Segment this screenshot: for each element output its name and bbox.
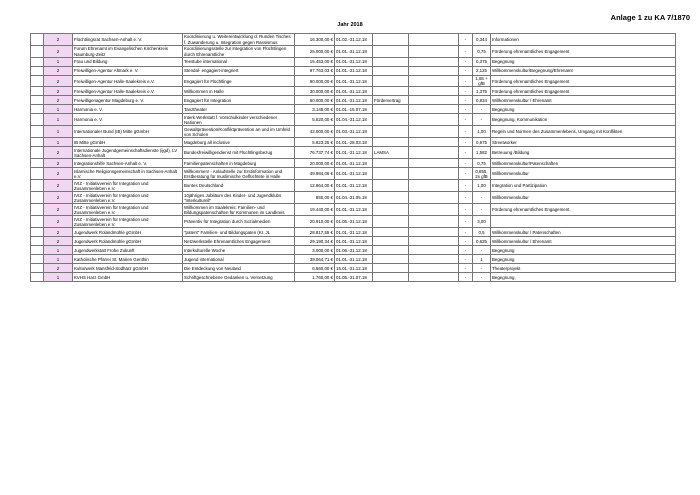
cell-org: Flüchtlingsrat Sachsen-Anhalt e. V.	[73, 34, 183, 46]
cell-amount: 3.000,00 €	[295, 246, 335, 255]
cell-cat: 2	[44, 237, 73, 246]
cell-type	[373, 46, 409, 58]
table-row	[31, 246, 676, 255]
cell-note: Förderung ehrenamtliches Engagement	[491, 46, 676, 58]
cell-blank	[409, 180, 459, 192]
cell-type	[373, 228, 409, 237]
cell-val: 0,5	[473, 228, 491, 237]
cell-blank	[31, 147, 44, 159]
cell-blank	[31, 273, 44, 282]
cell-type	[373, 273, 409, 282]
table-row	[31, 264, 676, 273]
table-row	[31, 138, 676, 147]
cell-cat: 1	[44, 126, 73, 138]
cell-val: 0,975	[473, 138, 491, 147]
cell-period: 01.04.-31.05.18	[335, 192, 373, 204]
cell-blank	[409, 246, 459, 255]
cell-blank	[409, 126, 459, 138]
cell-org: IVIZ - Initiativverein für Integration und Zusammenleben e.V.	[73, 192, 183, 204]
cell-amount: 49.984,06 €	[295, 168, 335, 180]
cell-val: 0,344	[473, 34, 491, 46]
cell-amount: 16.300,00 €	[295, 34, 335, 46]
cell-val: 1,582	[473, 147, 491, 159]
cell-blank	[31, 114, 44, 126]
table-row	[31, 46, 676, 58]
cell-cat: 1	[44, 138, 73, 147]
cell-blank	[409, 67, 459, 76]
cell-proj: Familienpatenschaften in Magdeburg	[183, 159, 295, 168]
cell-amount: 25.000,00 €	[295, 46, 335, 58]
table-row	[31, 216, 676, 228]
cell-org: Freiwilligenagentur Magdeburg e. V.	[73, 96, 183, 105]
cell-amount: 28.817,55 €	[295, 228, 335, 237]
cell-note: Begegnung	[491, 255, 676, 264]
cell-period: 01.01.-31.12.18	[335, 168, 373, 180]
cell-dash: -	[459, 168, 473, 180]
cell-cat: 2	[44, 67, 73, 76]
cell-org: Harmonia e. V.	[73, 105, 183, 114]
cell-blank	[409, 76, 459, 87]
cell-period: 01.01.-31.12.18	[335, 255, 373, 264]
cell-type	[373, 180, 409, 192]
cell-amount: 15.453,00 €	[295, 58, 335, 67]
cell-note: Förderung ehrenamtliches Engagement	[491, 87, 676, 96]
cell-blank	[31, 204, 44, 216]
cell-dash: -	[459, 216, 473, 228]
cell-blank	[31, 246, 44, 255]
cell-note: Begegnung	[491, 105, 676, 114]
cell-org: Internationale Jugendgemeinschaftsdienste (ijgd), LV Sachsen-Anhalt	[73, 147, 183, 159]
cell-val: 0,75	[473, 46, 491, 58]
cell-dash: -	[459, 46, 473, 58]
cell-period: 01.01.-31.12.18	[335, 228, 373, 237]
cell-type	[373, 105, 409, 114]
table-row	[31, 273, 676, 282]
cell-note: Informationen	[491, 34, 676, 46]
cell-dash: -	[459, 228, 473, 237]
cell-org: Integrationshilfe Sachsen-Anhalt e. V.	[73, 159, 183, 168]
cell-proj: Interk.Werkstatt f. Vorschulkinder verschiedener Nationen	[183, 114, 295, 126]
cell-proj: Präventiv für Integration durch Sozialmedien	[183, 216, 295, 228]
cell-type	[373, 159, 409, 168]
cell-blank	[409, 216, 459, 228]
table-row	[31, 34, 676, 46]
cell-dash: -	[459, 34, 473, 46]
cell-period: 01.02.-31.12.18	[335, 34, 373, 46]
table-row	[31, 96, 676, 105]
cell-type	[373, 192, 409, 204]
cell-note: Willkommenskultur/Begegnung/Ehrenamt	[491, 67, 676, 76]
table-row	[31, 126, 676, 138]
cell-dash: -	[459, 204, 473, 216]
cell-blank	[409, 192, 459, 204]
cell-type	[373, 168, 409, 180]
cell-proj: Schriftgeschriebene Gedanken u. Vernetzung	[183, 273, 295, 282]
cell-period: 01.05.-31.12.18	[335, 216, 373, 228]
cell-val: 0,625	[473, 237, 491, 246]
table-row	[31, 204, 676, 216]
cell-dash: -	[459, 237, 473, 246]
cell-proj: Jugend international	[183, 255, 295, 264]
cell-blank	[409, 34, 459, 46]
cell-blank	[31, 255, 44, 264]
cell-org: Katholische Pfarrei St. Marien Genthin	[73, 255, 183, 264]
cell-cat: 2	[44, 34, 73, 46]
cell-org: IVIZ - Initiativverein für Integration und Zusammenleben e.V.	[73, 216, 183, 228]
cell-org: Jugendwerkstatt Frohe Zukunft	[73, 246, 183, 255]
cell-blank	[409, 96, 459, 105]
cell-amount: 12.864,00 €	[295, 180, 335, 192]
cell-dash: -	[459, 96, 473, 105]
cell-dash: -	[459, 105, 473, 114]
cell-blank	[31, 34, 44, 46]
cell-org: IVIZ - Initiativverein für Integration und Zusammenleben e.V.	[73, 180, 183, 192]
cell-period: 01.01.-31.12.18	[335, 67, 373, 76]
cell-blank	[409, 228, 459, 237]
cell-period: 01.01.-15.07.18	[335, 105, 373, 114]
cell-dash: -	[459, 246, 473, 255]
cell-val: 2,125	[473, 67, 491, 76]
cell-type	[373, 58, 409, 67]
cell-org: IB Mitte gGmbH	[73, 138, 183, 147]
cell-cat: 2	[44, 228, 73, 237]
cell-blank	[409, 168, 459, 180]
cell-type	[373, 34, 409, 46]
cell-note	[491, 216, 676, 228]
cell-blank	[409, 138, 459, 147]
cell-proj: Teestube international	[183, 58, 295, 67]
cell-val: -	[473, 264, 491, 273]
cell-dash: -	[459, 58, 473, 67]
cell-blank	[31, 180, 44, 192]
cell-type	[373, 264, 409, 273]
cell-dash: -	[459, 180, 473, 192]
cell-val: 1	[473, 255, 491, 264]
cell-note: Willkommenskultur/Patenschaften	[491, 159, 676, 168]
cell-period: 01.04.-31.12.18	[335, 114, 373, 126]
cell-blank	[31, 96, 44, 105]
cell-dash: -	[459, 147, 473, 159]
cell-org: Forum Ehrenamt im Evangelischen Kirchenkreis Naumburg-Zeitz	[73, 46, 183, 58]
cell-proj: Tanztheater	[183, 105, 295, 114]
cell-proj: "patent" Familien- und Bildungspaten (Kr. JL	[183, 228, 295, 237]
cell-val: 1,00	[473, 180, 491, 192]
cell-cat: 2	[44, 159, 73, 168]
cell-blank	[409, 204, 459, 216]
cell-blank	[409, 58, 459, 67]
cell-blank	[31, 87, 44, 96]
cell-period: 01.01.-31.12.18	[335, 204, 373, 216]
cell-blank	[409, 159, 459, 168]
cell-blank	[409, 147, 459, 159]
cell-org: Harmonia e. V.	[73, 114, 183, 126]
attachment-label: Anlage 1 zu KA 7/1870	[610, 13, 690, 22]
cell-blank	[31, 67, 44, 76]
cell-org: Freiwilligen-Agentur Altmark e. V.	[73, 67, 183, 76]
cell-type	[373, 67, 409, 76]
cell-org: Freiwilligen-Agentur Halle-Saalekreis e.V.	[73, 76, 183, 87]
cell-amount: 3.145,00 €	[295, 105, 335, 114]
cell-blank	[31, 216, 44, 228]
cell-cat: 2	[44, 76, 73, 87]
cell-proj: 10jähriges Jubiläum des Kinder- und Jugendklubs "Interkulturell"	[183, 192, 295, 204]
cell-type	[373, 216, 409, 228]
cell-blank	[31, 228, 44, 237]
cell-blank	[31, 105, 44, 114]
cell-cat: 2	[44, 147, 73, 159]
cell-org: Frau und Bildung	[73, 58, 183, 67]
cell-dash: -	[459, 192, 473, 204]
cell-val: 0,834	[473, 96, 491, 105]
cell-org: KVHS Harz GmbH	[73, 273, 183, 282]
cell-blank	[31, 168, 44, 180]
cell-val: -	[473, 204, 491, 216]
cell-cat: 1	[44, 273, 73, 282]
cell-blank	[31, 264, 44, 273]
cell-org: Jugendwerk Rolandmühle gGmbH	[73, 228, 183, 237]
cell-cat: 2	[44, 192, 73, 204]
cell-cat: 2	[44, 180, 73, 192]
cell-amount: 5.823,25 €	[295, 138, 335, 147]
cell-proj: Interkulturelle Woche	[183, 246, 295, 255]
cell-period: 01.01.-28.03.18	[335, 138, 373, 147]
cell-period: 01.01.-31.12.18	[335, 147, 373, 159]
cell-val: -	[473, 273, 491, 282]
cell-proj: Engagiert für Flüchtlinge	[183, 76, 295, 87]
cell-amount: 6.560,00 €	[295, 264, 335, 273]
cell-note: Begegnung	[491, 246, 676, 255]
cell-proj: Stendal- engagiert-integriert	[183, 67, 295, 76]
cell-period: 01.01.-31.12.18	[335, 180, 373, 192]
cell-blank	[31, 126, 44, 138]
cell-note: Willkommenskultur	[491, 168, 676, 180]
cell-cat: 1	[44, 246, 73, 255]
cell-cat: 1	[44, 114, 73, 126]
table-row	[31, 159, 676, 168]
cell-proj: Engagiert für Integration	[183, 96, 295, 105]
cell-note: Willkommenskultur / Ehrenamt	[491, 237, 676, 246]
cell-blank	[409, 255, 459, 264]
cell-val: 1,375	[473, 87, 491, 96]
cell-dash: -	[459, 159, 473, 168]
table-row	[31, 168, 676, 180]
cell-amount: 850,00 €	[295, 192, 335, 204]
cell-type	[373, 246, 409, 255]
cell-proj: Netzwerkstelle Ehrenamtliches Engagement	[183, 237, 295, 246]
cell-period: 01.01.-31.12.18	[335, 46, 373, 58]
cell-note: Theaterprojekt	[491, 264, 676, 273]
funding-table	[30, 33, 676, 282]
cell-blank	[31, 76, 44, 87]
table-row	[31, 180, 676, 192]
cell-dash: -	[459, 87, 473, 96]
cell-type	[373, 126, 409, 138]
cell-cat: 2	[44, 168, 73, 180]
cell-org: Islamische Religionsgemeinschaft in Sachsen-Anhalt e.V.	[73, 168, 183, 180]
cell-note: Förderung ehrenamtliches Engagement	[491, 76, 676, 87]
cell-amount: 76.737,74 €	[295, 147, 335, 159]
cell-period: 01.01.-31.12.18	[335, 159, 373, 168]
table-row	[31, 237, 676, 246]
cell-type	[373, 237, 409, 246]
table-row	[31, 87, 676, 96]
cell-blank	[409, 87, 459, 96]
cell-dash: -	[459, 76, 473, 87]
cell-dash: -	[459, 138, 473, 147]
cell-val: 0,855, 2x gfB	[473, 168, 491, 180]
cell-blank	[409, 105, 459, 114]
cell-blank	[409, 46, 459, 58]
table-row	[31, 58, 676, 67]
cell-note: Begegnung, Kommunikation	[491, 114, 676, 126]
cell-proj: Koordinierung u. Weiterentwicklung d. Runden Tisches f. Zuwanderung u. Integration gegen Rassismus	[183, 34, 295, 46]
cell-note: Willkommenskultur / Patenschaften	[491, 228, 676, 237]
cell-note: Förderung ehrenamtliches Engagement,	[491, 204, 676, 216]
cell-period: 01.03.-31.12.18	[335, 126, 373, 138]
cell-proj: Buntes Deutschland	[183, 180, 295, 192]
cell-period: 01.01.-31.12.18	[335, 58, 373, 67]
cell-amount: 42.000,00 €	[295, 126, 335, 138]
cell-period: 01.05.-31.07.18	[335, 273, 373, 282]
cell-amount: 20.000,00 €	[295, 159, 335, 168]
cell-blank	[31, 58, 44, 67]
cell-blank	[31, 46, 44, 58]
cell-amount: 20.910,00 €	[295, 216, 335, 228]
cell-amount: 19.440,00 €	[295, 204, 335, 216]
cell-type	[373, 204, 409, 216]
cell-org: Jugendwerk Rolandmühle gGmbH	[73, 237, 183, 246]
cell-proj: Gewaltprävention/Konfliktprävention an und im Umfeld von Schulen	[183, 126, 295, 138]
cell-type	[373, 76, 409, 87]
cell-blank	[409, 273, 459, 282]
cell-val: 1,00	[473, 126, 491, 138]
cell-val: 0,75	[473, 159, 491, 168]
cell-amount: 97.763,03 €	[295, 67, 335, 76]
cell-cat: 2	[44, 46, 73, 58]
cell-val: -	[473, 114, 491, 126]
cell-blank	[31, 138, 44, 147]
cell-cat: 2	[44, 264, 73, 273]
cell-note: Begegnung	[491, 58, 676, 67]
cell-dash: -	[459, 273, 473, 282]
cell-proj: Willkommen! - Anlaufstelle zur Erstinformation und Erstberatung für muslimische Geflüchtete in Halle	[183, 168, 295, 180]
cell-val: -	[473, 246, 491, 255]
cell-type	[373, 138, 409, 147]
cell-org: IVIZ - Initiativverein für Integration und Zusammenleben e.V.	[73, 204, 183, 216]
cell-proj: Die Entdeckung von Neuland	[183, 264, 295, 273]
cell-blank	[31, 192, 44, 204]
cell-type	[373, 255, 409, 264]
cell-org: Freiwilligen-Agentur Halle-Saalekreis e.V.	[73, 87, 183, 96]
cell-blank	[409, 114, 459, 126]
table-row	[31, 114, 676, 126]
cell-note: Integration und Partizipation	[491, 180, 676, 192]
cell-cat: 2	[44, 216, 73, 228]
cell-amount: 90.000,00 €	[295, 76, 335, 87]
cell-org: Internationaler Bund (IB) Mitte gGmbH	[73, 126, 183, 138]
cell-blank	[409, 237, 459, 246]
cell-blank	[31, 159, 44, 168]
cell-val: 0,375	[473, 58, 491, 67]
cell-dash: -	[459, 255, 473, 264]
cell-dash: -	[459, 67, 473, 76]
cell-org: Kulturwerk Mansfeld-Südharz gGmbH	[73, 264, 183, 273]
cell-blank	[31, 237, 44, 246]
table-row	[31, 105, 676, 114]
cell-dash: -	[459, 126, 473, 138]
cell-proj: Bundesfreiwilligendienst mit Flüchtlingsbezug	[183, 147, 295, 159]
cell-cat: 1	[44, 255, 73, 264]
cell-proj: Willkommen im Saalekreis: Familien- und Bildungspatenschaften für Kommunen im Landkreis	[183, 204, 295, 216]
cell-amount: 1.760,00 €	[295, 273, 335, 282]
cell-val: -	[473, 192, 491, 204]
cell-amount: 30.000,00 €	[295, 87, 335, 96]
table-row	[31, 228, 676, 237]
cell-type	[373, 114, 409, 126]
cell-period: 01.01.-31.12.18	[335, 237, 373, 246]
cell-type: Fördervertrag	[373, 96, 409, 105]
cell-note: Begegnung,	[491, 273, 676, 282]
cell-amount: 29.190,34 €	[295, 237, 335, 246]
year-heading: Jahr 2018	[337, 22, 363, 28]
cell-cat: 1	[44, 105, 73, 114]
cell-dash: -	[459, 114, 473, 126]
cell-type: LAMSA	[373, 147, 409, 159]
cell-cat: 2	[44, 87, 73, 96]
cell-cat: 2	[44, 204, 73, 216]
cell-val: -	[473, 105, 491, 114]
table-row	[31, 147, 676, 159]
cell-amount: 60.000,00 €	[295, 96, 335, 105]
table-row	[31, 192, 676, 204]
cell-type	[373, 87, 409, 96]
cell-proj: Willkommen in Halle	[183, 87, 295, 96]
cell-val: 1,65 + gfB	[473, 76, 491, 87]
cell-period: 01.01.-31.12.18	[335, 76, 373, 87]
cell-cat: 2	[44, 96, 73, 105]
cell-period: 01.01.-31.12.18	[335, 96, 373, 105]
cell-note: Willkommenskultur	[491, 192, 676, 204]
cell-amount: 5.620,00 €	[295, 114, 335, 126]
cell-note: Betreuung /Bildung	[491, 147, 676, 159]
cell-proj: Magdeburg all inclusive	[183, 138, 295, 147]
table-row	[31, 67, 676, 76]
table-body	[31, 34, 676, 282]
table-row	[31, 255, 676, 264]
cell-period: 15.01.-31.12.18	[335, 264, 373, 273]
cell-val: 3,00	[473, 216, 491, 228]
cell-proj: Koordinierungsstelle zur Integration von Flüchtlingen durch Ehrenamtliche	[183, 46, 295, 58]
cell-amount: 39.064,71 €	[295, 255, 335, 264]
table-row	[31, 76, 676, 87]
cell-period: 01.01.-31.12.18	[335, 87, 373, 96]
cell-note: Willkommenskultur / Ehrenamt	[491, 96, 676, 105]
cell-note: Streetworker	[491, 138, 676, 147]
cell-note: Regeln und Normen des Zusammenlebens, Umgang mit Konflikten	[491, 126, 676, 138]
cell-cat: 1	[44, 58, 73, 67]
cell-period: 01.06.-31.12.18	[335, 246, 373, 255]
cell-blank	[409, 264, 459, 273]
cell-dash: -	[459, 264, 473, 273]
